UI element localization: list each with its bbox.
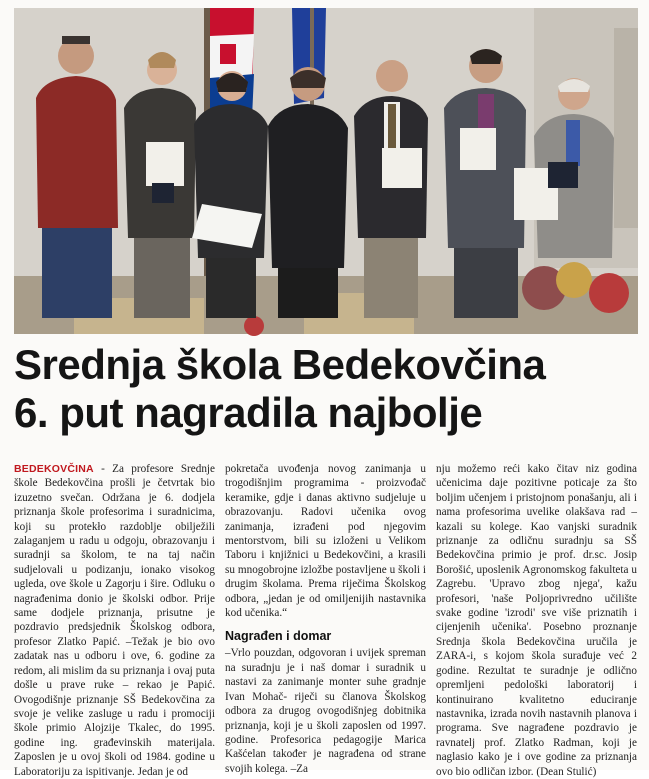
headline-line-1: Srednja škola Bedekovčina bbox=[14, 341, 546, 388]
article-column-3 bbox=[436, 462, 637, 778]
column-3-text: nju možemo reći kako čitav niz godina učenicima daje pozitivne poticaje za što boljim učenjem i pristojnom ponašanju, ali i nama profesorima uvelike olakšava rad – kazali su kolege. Kao vanjski suradnik priznanje za odličnu suradnju sa SŠ Bedekovčina primio je prof. dr.sc. Josip Borošić, uposlenik Agronomskog fakulteta u Zagrebu. 'Upravo zbog njega', kažu profesori, 'naše Poljoprivredno učilište svake godine 'izrodi' sve više priznatih i cijenjenih učenika'. Posebno proznanje Srednja škola Bedekovčina uručila je ZARA-i, s kojom škola surađuje već 2 godine. Rezultat te suradnje je odlično opremljeni pedološki laboratorij i kontinuirano kvalitetno educiranje nastavnika, izrada novih nastavnih planova i programa. Sve nagrađene pozdravio je ravnatelj prof. Zlatko Radman, koji je naglasio kako je i ove godine za priznanja ovo bio odličan izbor. (Dean Stulić) bbox=[436, 463, 637, 778]
article-column-1 bbox=[14, 462, 215, 778]
article-body bbox=[14, 462, 638, 778]
photo-illustration bbox=[14, 8, 638, 334]
column-1-paragraph bbox=[14, 462, 215, 779]
dateline: BEDEKOVČINA bbox=[14, 463, 94, 475]
article-headline bbox=[14, 341, 638, 437]
headline-line-2: 6. put nagradila najbolje bbox=[14, 389, 483, 436]
award-ceremony-photo bbox=[14, 8, 638, 334]
column-2-text-continued: –Vrlo pouzdan, odgovoran i uvijek spreman na suradnju je i naš domar i suradnik u nastavi za zanimanje monter suhe gradnje Ivan Mohač- riječi su članova Školskog odbora za drugog ovogodišnjeg dobitnika priznanja, koji je u školi zaposlen od 1997. godine. Profesorica pedagogije Marica Kašćelan također je nagrađena od strane svojih kolega. –Za bbox=[225, 647, 426, 775]
column-2-text: pokretača uvođenja novog zanimanja u trogodišnjim programima - proizvođač keramike, gdje i danas aktivno sudjeluje u obrazovanju. Radovi učenika ovog zanimanja, izrađeni pod njegovim mentorstvom, bili su izloženi u Velikom Taboru i knjižnici u Bedekovčini, a krasili su mnogobrojne izložbe postavljene u školi i drugim školama. Prema riječima Školskog odbora, „jedan je od omiljenijih nastavnika kod učenika.“ bbox=[225, 463, 426, 620]
subheading: Nagrađen i domar bbox=[225, 629, 332, 644]
article-column-2 bbox=[225, 462, 426, 775]
column-1-text: - Za profesore Srednje škole Bedekovčina prošli je četvrtak bio izuzetno svečan. Održana je 6. dodjela priznanja škole profesorima i suradnicima, koji su protekło razdoblje obilježili zalaganjem u radu u odgoju, obrazovanju i suradnji sa školom, te na taj način sudjelovali u podizanju, ionako visokog ugleda, ove škole u Zagorju i šire. Odluku o nagrađenima donio je školski odbor. Prije same dodjele priznanja, prisutne je pozdravio predsjednik Školskog odbora, profesor Zlatko Papić. –Težak je bio ovo zadatak nas u odboru i ove, 6. godine za redom, ali mislim da su priznanja i ovaj puta došle u prave ruke – rekao je Papić. Ovogodišnje priznanje SŠ Bedekovčina za svoje je velike zasluge u radu i promociji škole primio Alojzije Tkalec, do 1995. godine ing. građevinskih materijala. Zaposlen je u ovoj školi od 1984. godine u Laboratoriju za ispitivanje. Jedan je od bbox=[14, 463, 215, 778]
